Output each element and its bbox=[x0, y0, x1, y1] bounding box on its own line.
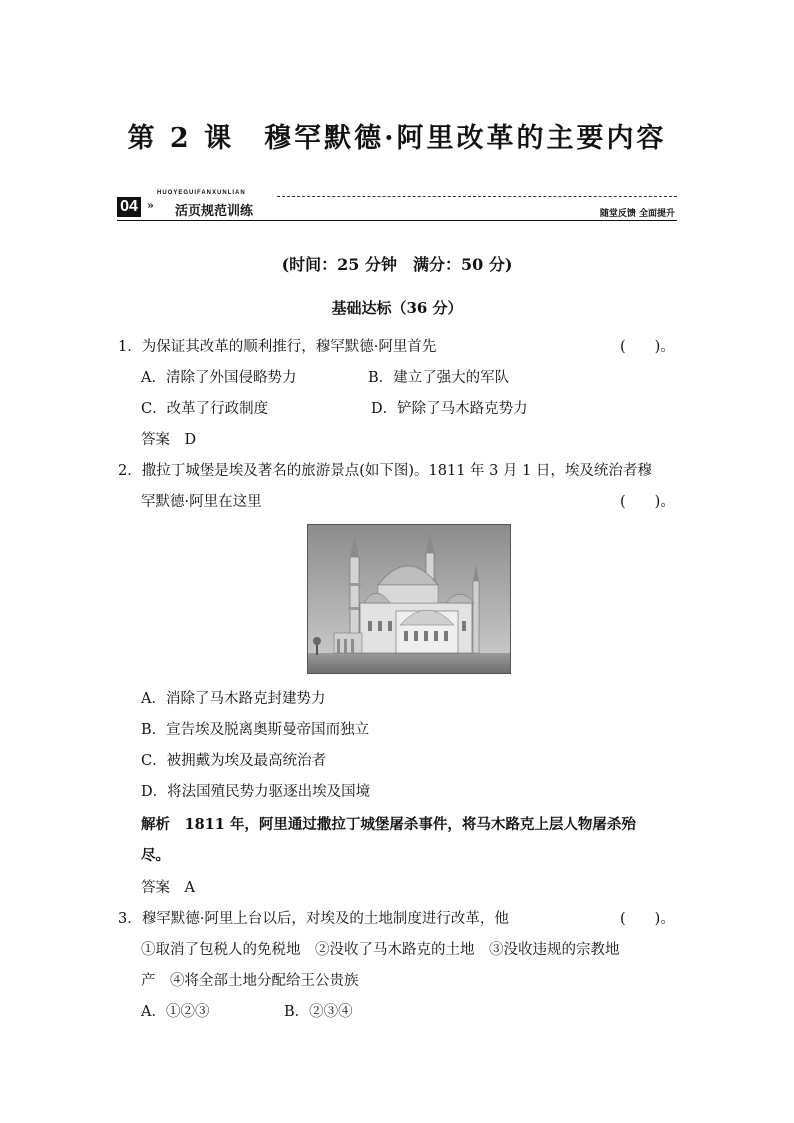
chevron-right-icon: » bbox=[147, 199, 154, 212]
q3-answer-blank: ( )。 bbox=[620, 911, 675, 927]
q1-option-d: D．铲除了马木路克势力 bbox=[371, 401, 528, 417]
section-heading: 基础达标（36 分） bbox=[331, 299, 463, 317]
q3-items-line1: ①取消了包税人的免税地 ②没收了马木路克的土地 ③没收违规的宗教地 bbox=[141, 942, 620, 958]
q1-option-a: A．清除了外国侵略势力 bbox=[141, 370, 297, 386]
q3-stem: 3．穆罕默德·阿里上台以后，对埃及的土地制度进行改革，他 bbox=[118, 911, 509, 927]
q2-stem-line1: 2．撒拉丁城堡是埃及著名的旅游景点(如下图)。1811 年 3 月 1 日，埃及统治者穆 bbox=[118, 463, 652, 479]
q2-option-a: A．消除了马木路克封建势力 bbox=[141, 691, 326, 707]
q2-option-b: B．宣告埃及脱离奥斯曼帝国而独立 bbox=[141, 722, 370, 738]
banner-number-badge: 04 bbox=[117, 197, 141, 217]
section-banner bbox=[117, 190, 677, 224]
citadel-mosque-photo bbox=[307, 524, 511, 674]
q1-option-b: B．建立了强大的军队 bbox=[368, 370, 510, 386]
q3-items-line2: 产 ④将全部土地分配给王公贵族 bbox=[141, 973, 359, 989]
q2-option-d: D．将法国殖民势力驱逐出埃及国境 bbox=[141, 784, 371, 800]
banner-title: 活页规范训练 bbox=[175, 204, 254, 219]
q2-option-c: C．被拥戴为埃及最高统治者 bbox=[141, 753, 327, 769]
banner-pinyin: HUOYEGUIFANXUNLIAN bbox=[157, 190, 246, 196]
q1-option-c: C．改革了行政制度 bbox=[141, 401, 269, 417]
q2-stem-line2: 罕默德·阿里在这里 bbox=[141, 494, 262, 510]
q3-option-a: A．①②③ bbox=[141, 1004, 210, 1020]
page-title: 第 2 课 穆罕默德·阿里改革的主要内容 bbox=[127, 123, 667, 154]
banner-subtitle: 随堂反馈 全面提升 bbox=[599, 209, 675, 219]
q2-answer-blank: ( )。 bbox=[620, 494, 675, 510]
banner-rule bbox=[117, 220, 677, 221]
q1-stem: 1．为保证其改革的顺利推行，穆罕默德·阿里首先 bbox=[118, 339, 437, 355]
q2-analysis-line2: 尽。 bbox=[141, 847, 170, 864]
q2-answer: 答案 A bbox=[141, 880, 195, 896]
banner-dashed-line bbox=[277, 196, 677, 197]
q1-answer-blank: ( )。 bbox=[620, 339, 675, 355]
q1-answer: 答案 D bbox=[141, 432, 197, 448]
q3-option-b: B．②③④ bbox=[284, 1004, 353, 1020]
timing-info: (时间：25 分钟 满分：50 分) bbox=[281, 255, 513, 274]
q2-analysis-line1: 解析 1811 年，阿里通过撒拉丁城堡屠杀事件，将马木路克上层人物屠杀殆 bbox=[141, 816, 636, 833]
